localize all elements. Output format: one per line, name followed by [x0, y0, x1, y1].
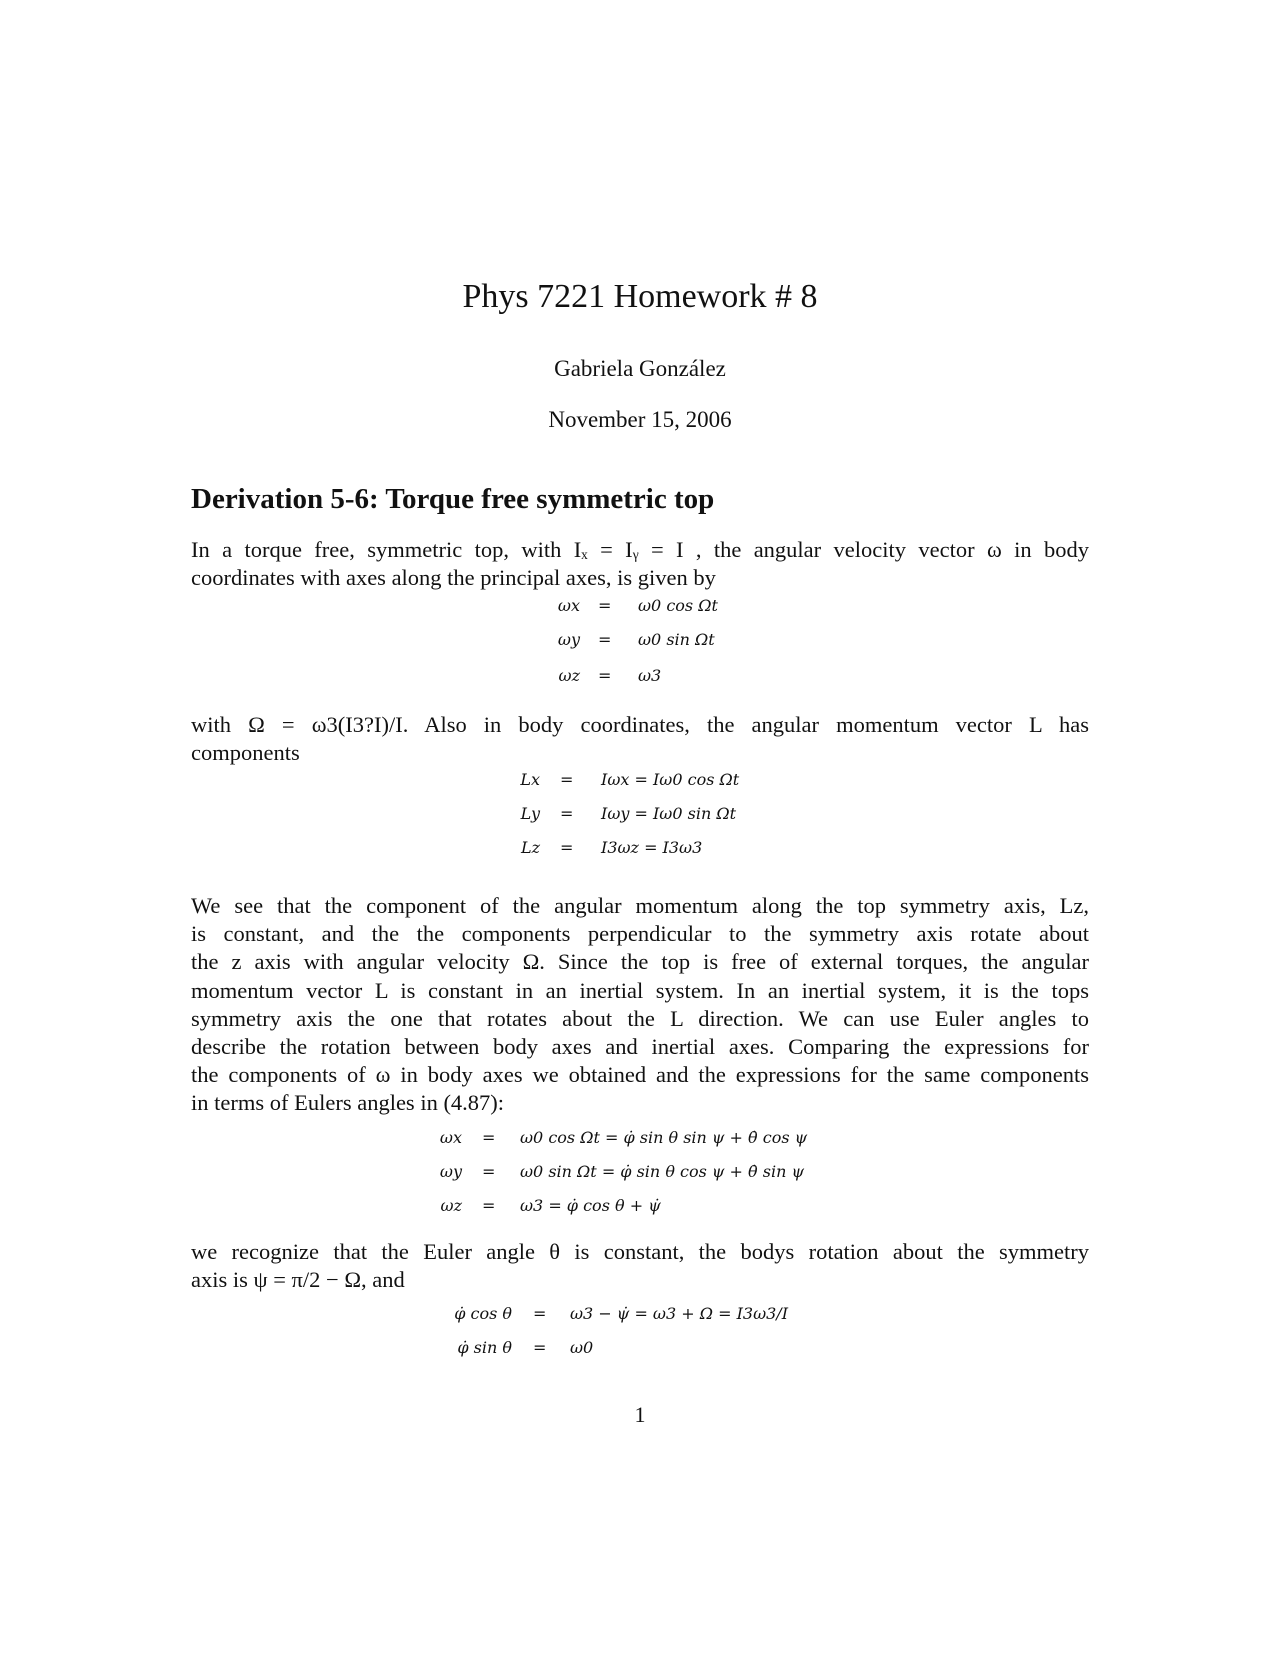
author-name: Gabriela González: [554, 356, 726, 381]
equation-rhs: ω3 − ψ̇ = ω3 + Ω = I3ω3/I: [570, 1304, 789, 1323]
paragraph-momentum: [191, 711, 1089, 767]
equation-row: [0, 1304, 1280, 1334]
paragraph-line: with Ω = ω3(I3?I)/I. Also in body coordinates, the angular momentum vector L has: [191, 712, 1089, 737]
section-heading: Derivation 5-6: Torque free symmetric top: [191, 483, 715, 515]
equation-lhs: Ly: [520, 804, 540, 823]
equation-lhs: ωx: [557, 596, 580, 615]
equation-lhs: Lx: [520, 770, 540, 789]
equation-lhs: Lz: [520, 838, 540, 857]
equals-sign: =: [482, 1196, 496, 1215]
equation-row: [0, 804, 1280, 834]
equation-row: [0, 838, 1280, 868]
equals-sign: =: [598, 630, 612, 649]
paragraph-line: coordinates with axes along the principal axes, is given by: [191, 565, 716, 591]
document-title: Phys 7221 Homework # 8: [462, 278, 818, 315]
equation-row: [0, 1128, 1280, 1158]
paragraph-line: we recognize that the Euler angle θ is constant, the bodys rotation about the symmetry: [191, 1239, 1089, 1264]
equation-lhs: ωy: [439, 1162, 462, 1181]
paragraph-line: is constant, and the the components perpendicular to the symmetry axis rotate about: [191, 921, 1089, 947]
paragraph-line: describe the rotation between body axes and inertial axes. Comparing the expressions for: [191, 1034, 1089, 1060]
equation-rhs: I3ωz = I3ω3: [601, 838, 703, 857]
paragraph-euler: [191, 1238, 1089, 1294]
equals-sign: =: [482, 1162, 496, 1181]
equation-rhs: Iωx = Iω0 cos Ωt: [601, 770, 740, 789]
equation-row: [0, 1162, 1280, 1192]
equation-lhs: ωz: [440, 1196, 462, 1215]
equation-rhs: ω0 cos Ωt: [638, 596, 718, 615]
equation-row: [0, 630, 1280, 660]
equals-sign: =: [482, 1128, 496, 1147]
paragraph-discussion: [191, 892, 1089, 1118]
equation-rhs: Iωy = Iω0 sin Ωt: [601, 804, 737, 823]
equation-lhs: ωy: [557, 630, 580, 649]
equation-rhs: ω0 sin Ωt = φ̇ sin θ cos ψ + θ̇ sin ψ: [520, 1162, 805, 1181]
equation-row: [0, 770, 1280, 800]
paragraph-intro: [191, 536, 1089, 592]
paragraph-line: We see that the component of the angular momentum along the top symmetry axis, Lz,: [191, 893, 1089, 918]
equals-sign: =: [598, 666, 612, 685]
document-date: November 15, 2006: [548, 407, 732, 432]
equation-rhs: ω0: [570, 1338, 594, 1357]
equals-sign: =: [560, 804, 574, 823]
equation-rhs: ω0 sin Ωt: [638, 630, 715, 649]
equation-row: [0, 1338, 1280, 1368]
page-number: 1: [634, 1402, 646, 1427]
paragraph-line: components: [191, 740, 300, 766]
equation-rhs: ω3 = φ̇ cos θ + ψ̇: [520, 1196, 661, 1215]
equation-lhs: ωz: [558, 666, 580, 685]
equals-sign: =: [560, 770, 574, 789]
paragraph-line: axis is ψ = π/2 − Ω, and: [191, 1267, 405, 1293]
equals-sign: =: [533, 1304, 547, 1323]
paragraph-line: momentum vector L is constant in an inertial system. In an inertial system, it is the tops: [191, 977, 1089, 1003]
equation-lhs: φ̇ sin θ: [457, 1338, 512, 1357]
paragraph-line: in terms of Eulers angles in (4.87):: [191, 1090, 505, 1116]
paragraph-line: symmetry axis the one that rotates about the L direction. We can use Euler angles to: [191, 1005, 1089, 1031]
paragraph-line: the components of ω in body axes we obtained and the expressions for the same components: [191, 1062, 1089, 1088]
paragraph-line: In a torque free, symmetric top, with Iₓ = Iᵧ = I , the angular velocity vector ω in body: [191, 537, 1089, 562]
equation-rhs: ω3: [638, 666, 662, 685]
equation-rhs: ω0 cos Ωt = φ̇ sin θ sin ψ + θ̇ cos ψ: [520, 1128, 808, 1147]
equals-sign: =: [533, 1338, 547, 1357]
equation-lhs: φ̇ cos θ: [454, 1304, 512, 1323]
equation-lhs: ωx: [439, 1128, 462, 1147]
equation-row: [0, 666, 1280, 696]
paragraph-line: the z axis with angular velocity Ω. Since the top is free of external torques, the angular: [191, 949, 1089, 975]
equation-row: [0, 1196, 1280, 1226]
equation-row: [0, 596, 1280, 626]
equals-sign: =: [560, 838, 574, 857]
equals-sign: =: [598, 596, 612, 615]
